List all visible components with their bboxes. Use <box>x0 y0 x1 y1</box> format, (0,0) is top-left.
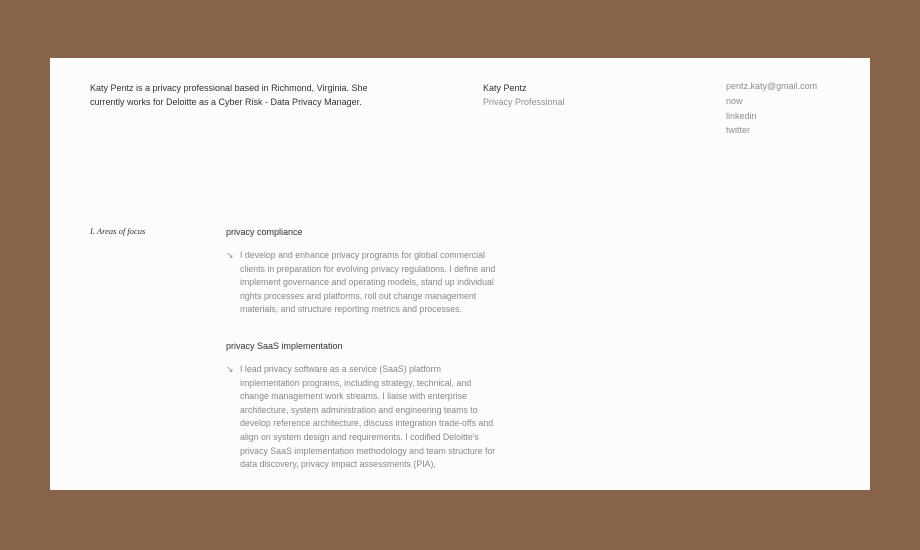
email-link[interactable]: pentz.katy@gmail.com <box>726 81 818 91</box>
focus-description: I develop and enhance privacy programs for global commercial clients in preparation for evolving privacy regulations. I define and implement governance and operating models, stand up individual rights processes and platforms, roll out change management materials, and structure reporting metrics and processes. <box>240 250 496 315</box>
profile-name: Katy Pentz <box>483 83 527 93</box>
focus-title: privacy SaaS implementation <box>226 340 343 351</box>
focus-list <box>226 225 526 490</box>
bio-text: Katy Pentz is a privacy professional based in Richmond, Virginia. She currently works for Deloitte as a Cyber Risk - Data Privacy Manager. <box>90 83 368 107</box>
profile-role: Privacy Professional <box>483 97 565 107</box>
focus-body <box>226 363 496 472</box>
profile-page <box>50 58 870 490</box>
focus-item <box>226 225 526 317</box>
contact-links <box>726 79 817 138</box>
linkedin-link[interactable]: linkedin <box>726 110 757 121</box>
focus-body <box>226 249 496 317</box>
twitter-link[interactable]: twitter <box>726 125 751 136</box>
focus-description: I lead privacy software as a service (SaaS) platform implementation programs, including strategy, technical, and change management work streams. I liaise with enterprise architecture, system administration and engineering teams to develop reference architecture, discuss integration trade-offs and align on system design and requirements. I codified Deloitte's privacy SaaS implementation methodology and team structure for data discovery, privacy impact assessments (PIA), <box>240 363 496 470</box>
arrow-down-right-icon: ↘ <box>226 363 234 374</box>
section-heading: I. Areas of focus <box>90 226 146 236</box>
identity-block <box>483 81 565 109</box>
focus-title: privacy compliance <box>226 227 303 237</box>
focus-item <box>226 339 526 472</box>
now-link[interactable]: now <box>726 95 743 106</box>
arrow-down-right-icon: ↘ <box>226 250 234 260</box>
